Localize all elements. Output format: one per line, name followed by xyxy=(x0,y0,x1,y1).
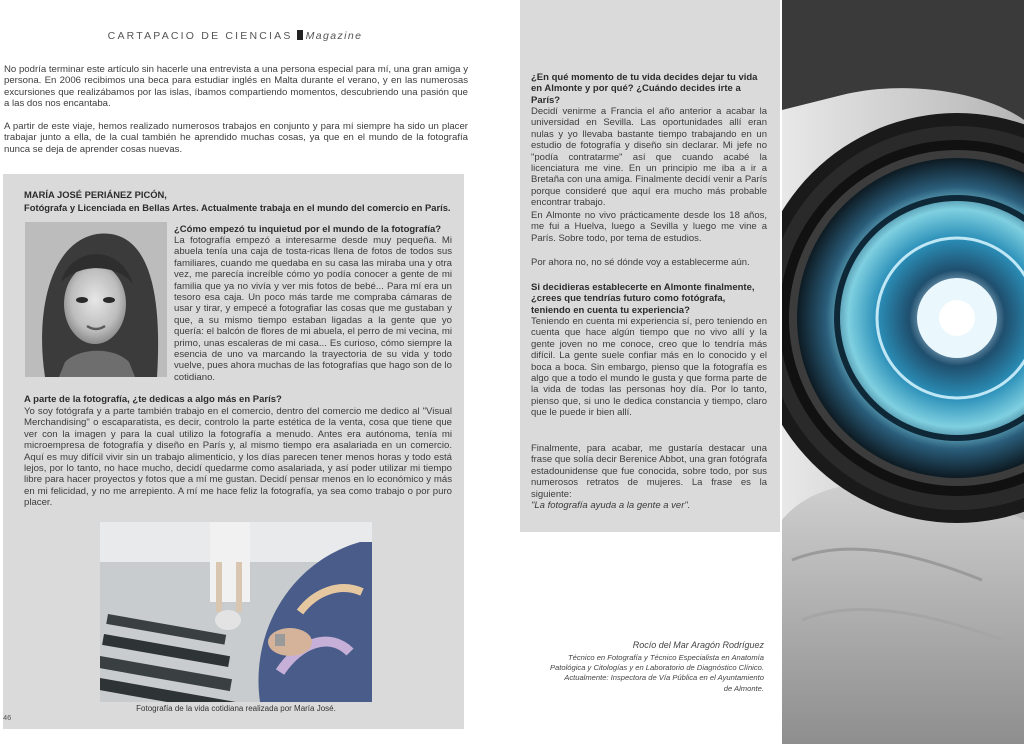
portrait-illustration xyxy=(25,222,167,377)
portrait-photo xyxy=(25,222,167,377)
header-square-icon xyxy=(297,30,303,40)
abbott-quote: "La fotografía ayuda a la gente a ver". xyxy=(531,500,691,512)
cotidiana-photo xyxy=(100,522,372,702)
interviewee-name: MARÍA JOSÉ PERIÁNEZ PICÓN, xyxy=(24,189,167,200)
answer-3c: Por ahora no, no sé dónde voy a establecerme aún. xyxy=(531,257,750,268)
cotidiana-illustration xyxy=(100,522,372,702)
page-number: 46 xyxy=(3,713,12,722)
answer-1: La fotografía empezó a interesarme desde muy pequeña. Mi abuela tenía una caja de tosta-ricas llena de fotos de todos sus familiares, cuando me quedaba en su casa las miraba una y otra vez, me parecía increíble cómo yo podía conocer a gente de mi familia que ya no vivía y ver mis fotos de bebé... Para mí era un tesoro esa caja. Un poco más tarde me compraba cámaras de usar y tirar, y empecé a fotografiar las cosas que me gustaban y que, a su mismo tiempo estaban ligadas a la gente que yo quería: el balcón de flores de mi abuela, el perro de mi vecina, mi primo, unas escaleras de mi casa... Es curioso, cómo siempre la esencia de uno va marcando la trayectoria de su vida y todo vuelve, pues ahora muchas de las fotografías que hago son de lo cotidiano. xyxy=(174,235,452,383)
signature-name: Rocío del Mar Aragón Rodríguez xyxy=(632,640,764,650)
interviewee-role: Fotógrafa y Licenciada en Bellas Artes. Actualmente trabaja en el mundo del comercio en París. xyxy=(24,202,451,213)
question-2: A parte de la fotografía, ¿te dedicas a algo más en París? xyxy=(24,394,282,405)
answer-4: Teniendo en cuenta mi experiencia sí, pero teniendo en cuenta que hace algún tiempo que no vivo allí y la gente joven no me conoce, creo que lo tendría más difícil. La gente suele confiar más en lo conocido y el boca a boca. Sin embargo, pienso que la fotografía es algo que a todo el mundo le gusta y que forma parte de la vida de todas las personas hoy día. Por lo tanto, pienso que, si uno le dedica constancia y tiempo, claro que le puede ir bien allí. xyxy=(531,316,767,419)
intro-paragraph-2: A partir de este viaje, hemos realizado numerosos trabajos en conjunto y para mí siempre ha sido un placer trabajar junto a ella, de la cual también he aprendido muchas cosas, ya que en el mundo de la fotografía nunca se deja de aprender cosas nuevas. xyxy=(4,121,468,155)
intro-paragraph-1: No podría terminar este artículo sin hacerle una entrevista a una persona especial para mí, una gran amiga y persona. En 2006 recibimos una beca para estudiar inglés en Malta durante el verano, y en las numerosas excursiones que realizábamos por las islas, íbamos compartiendo momentos, descubriendo una pasión que a las dos nos encantaba. xyxy=(4,64,468,110)
magazine-subtitle: Magazine xyxy=(305,30,363,42)
answer-3: Decidí venirme a Francia el año anterior a acabar la universidad en Sevilla. Las oportunidades allí eran nulas y yo llevaba bastante tiempo trabajando en un estudio de fotografía y diseño sin declarar. Mi jefe no "podía contratarme" así que cuando acabé la licenciatura me vine. En un principio me iba a ir a Bretaña con una amiga. Finalmente decidí venir a París porque consideré que aquí era mucho más probable encontrar trabajo. xyxy=(531,106,767,209)
author-signature xyxy=(520,640,764,694)
answer-3b: En Almonte no vivo prácticamente desde los 18 años, me fui a Huelva, luego a Sevilla y luego me vine a París. Sobre todo, por tema de estudios. xyxy=(531,210,767,244)
answer-5-text: Finalmente, para acabar, me gustaría destacar una frase que solía decir Berenice Abbot, una gran fotógrafa estadounidense que fue conocida, sobre todo, por sus numerosos retratos de mujeres. La frase es la siguiente: xyxy=(531,443,767,500)
signature-line-4: de Almonte. xyxy=(723,683,764,693)
question-4: Si decidieras establecerte en Almonte finalmente, ¿crees que tendrías futuro como fotógrafa, teniendo en cuenta tu experiencia? xyxy=(531,282,755,316)
answer-2: Yo soy fotógrafa y a parte también trabajo en el comercio, dentro del comercio me dedico al "Visual Merchandising" o escaparatista, es decir, controlo la parte estética de la venta, cosa que tiene que ver con la imagen y para la cual utilizo la fotografía a menudo. Antes era autónoma, tenía mi microempresa de fotografía y diseño en París y, al mismo tiempo era asalariada en un comercio. Aquí es muy difícil vivir sin un trabajo alimenticio, y los días parecen tener menos horas y todo está lejos, por lo tanto, no hace mucho, decidí quedarme como asalariada, y así poder utilizar mi tiempo libre para hacer proyectos y fotos que a mí me gustan. Decidí pensar menos en lo económico y más en mi felicidad, y no me arrepiento. A mí me hace feliz la fotografía, ya sea como trabajo o por puro placer. xyxy=(24,406,452,509)
photo-caption: Fotografía de la vida cotidiana realizada por María José. xyxy=(136,704,336,713)
question-1: ¿Cómo empezó tu inquietud por el mundo de la fotografía? xyxy=(174,224,442,235)
signature-line-3: Actualmente: Inspectora de Vía Pública en el Ayuntamiento xyxy=(564,673,764,683)
camera-lens-illustration xyxy=(782,0,1024,744)
magazine-header xyxy=(0,30,470,42)
signature-line-2: Patológica y Citologías y en Laboratorio de Diagnóstico Clínico. xyxy=(549,663,764,673)
answer-5 xyxy=(531,443,767,511)
question-3: ¿En qué momento de tu vida decides dejar tu vida en Almonte y por qué? ¿Cuándo decides irte a París? xyxy=(531,72,758,106)
camera-lens-photo xyxy=(782,0,1024,744)
signature-line-1: Técnico en Fotografía y Técnico Especialista en Anatomía xyxy=(568,653,764,662)
magazine-title: CARTAPACIO DE CIENCIAS xyxy=(107,30,293,42)
